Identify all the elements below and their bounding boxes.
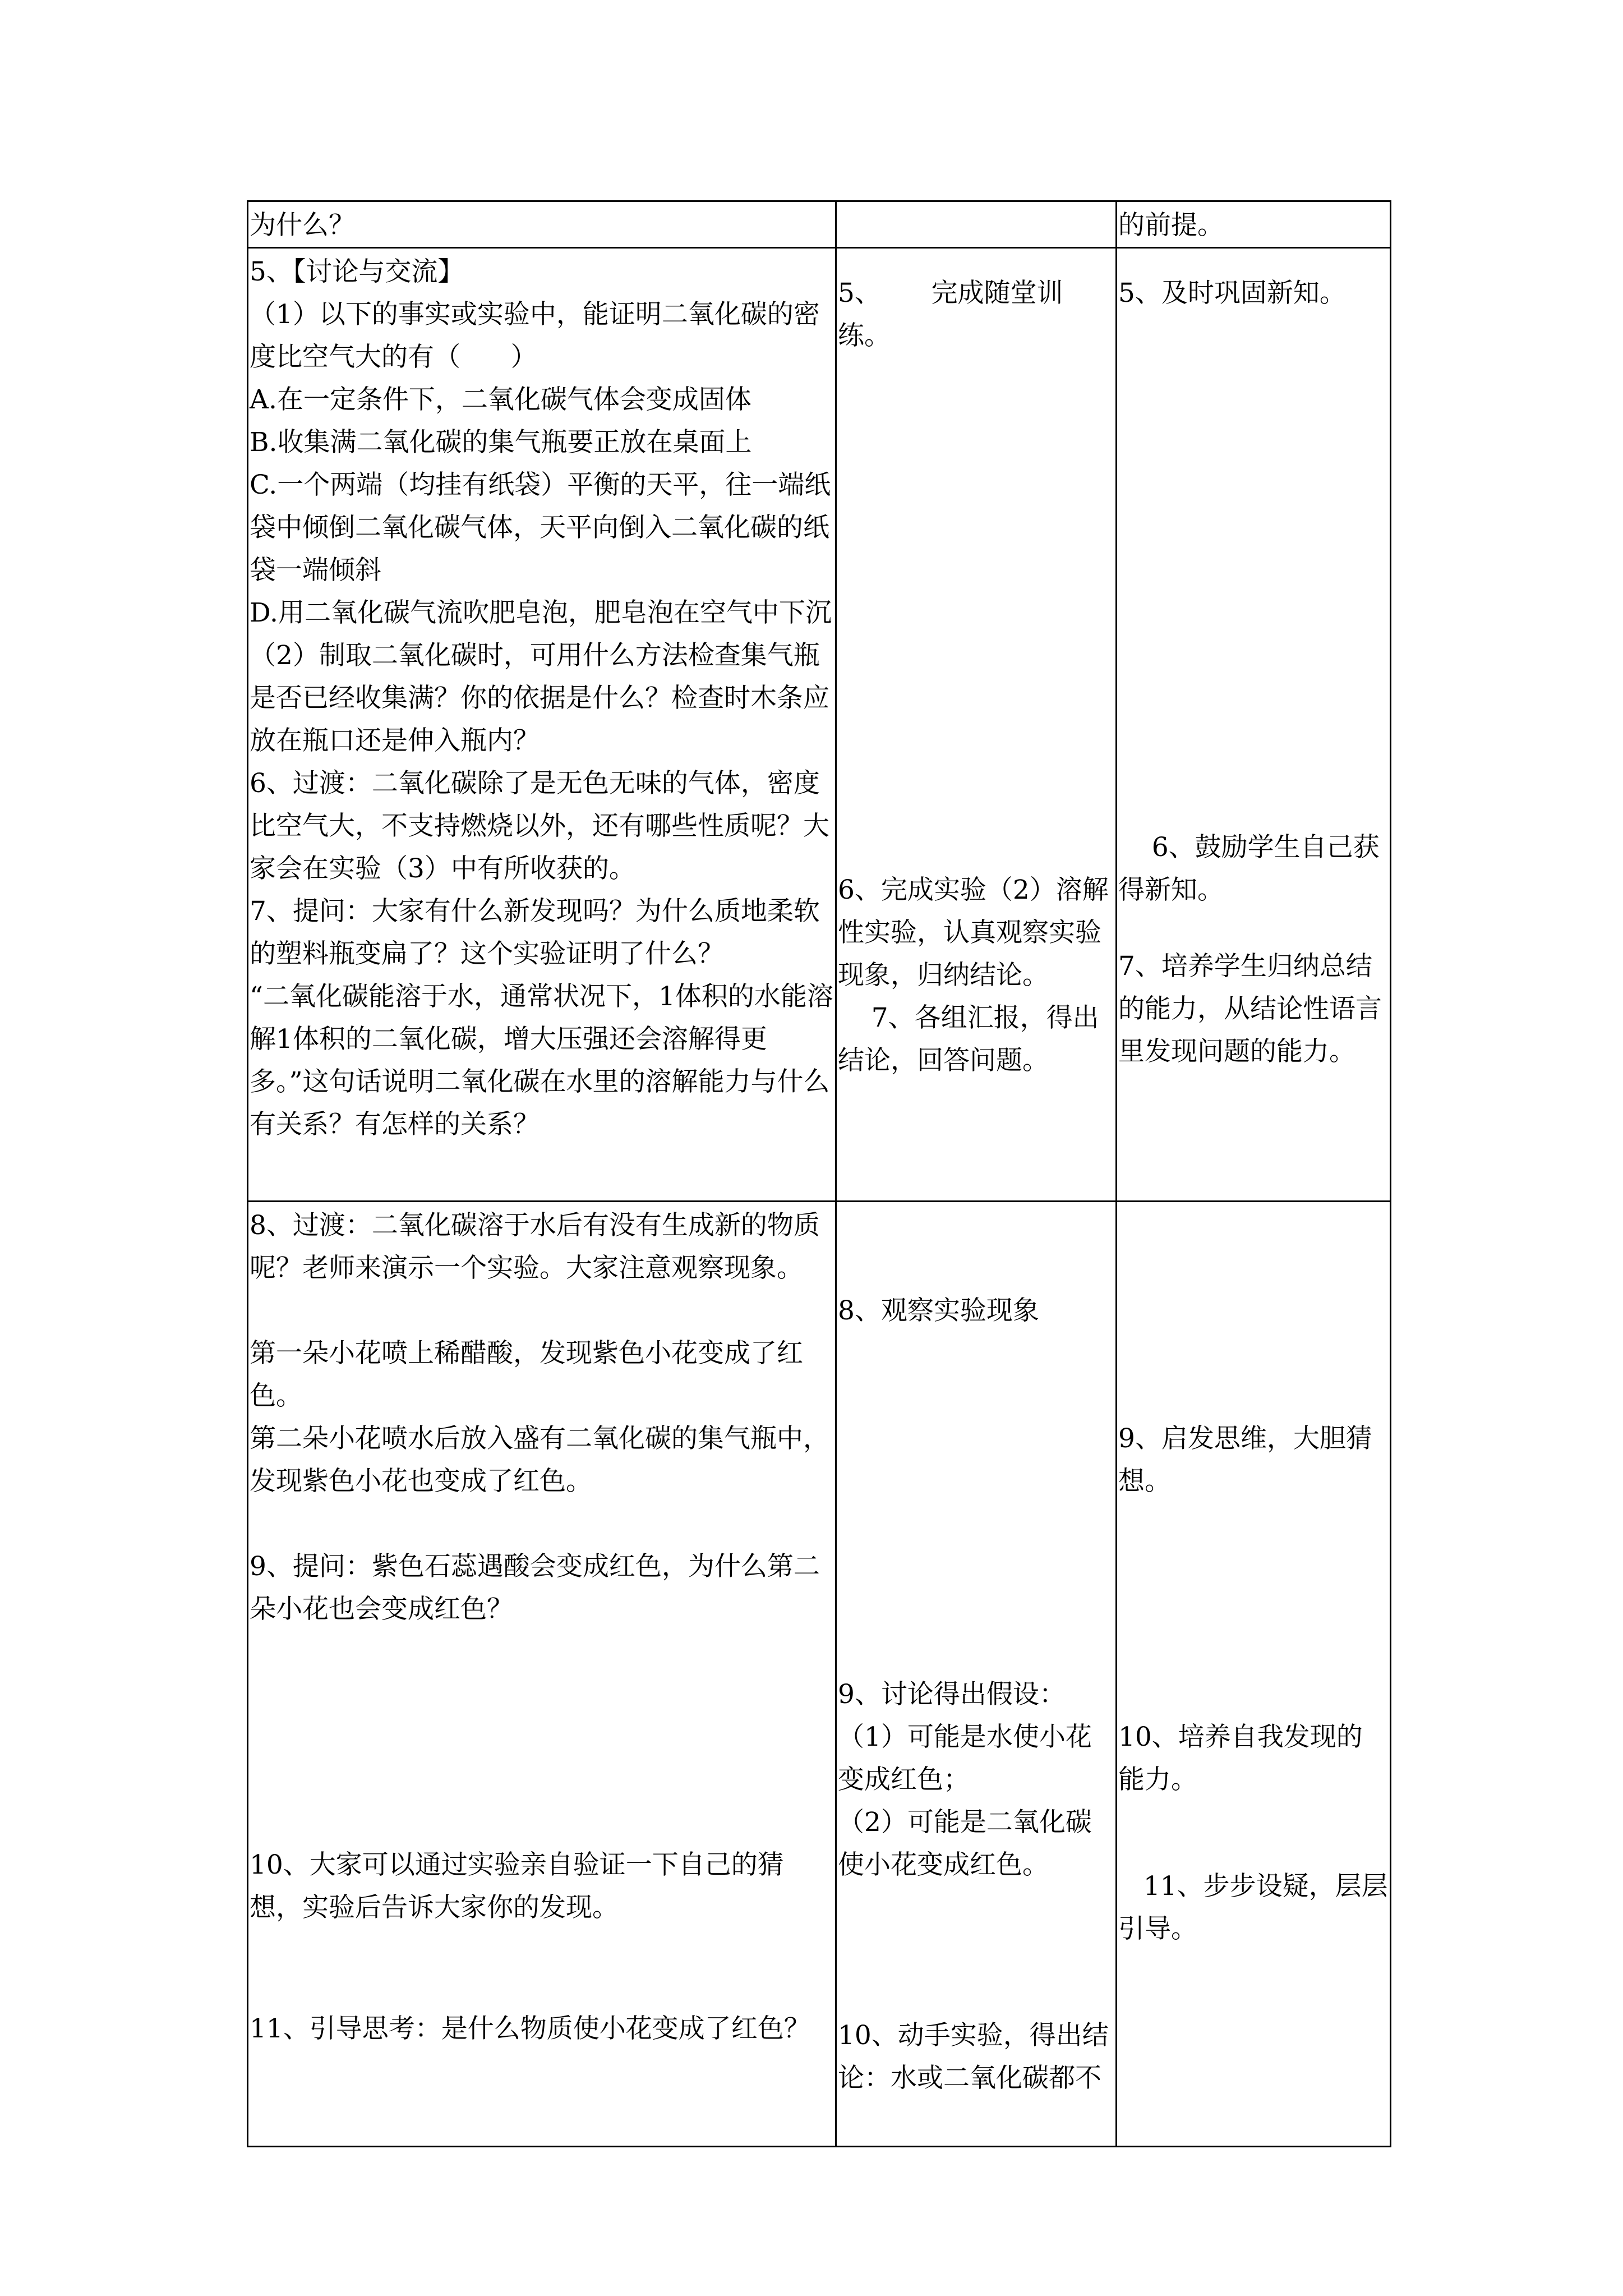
intent-item-10: 10、培养自我发现的能力。 (1118, 1722, 1363, 1795)
question-7: 7、提问：大家有什么新发现吗？为什么质地柔软的塑料瓶变扁了？这个实验证明了什么？ (250, 896, 820, 969)
design-intent-cell (1117, 201, 1391, 248)
student-activity-cell (836, 1202, 1117, 2147)
discussion-heading: 5、【讨论与交流】 (250, 256, 464, 287)
item-11: 11、引导思考：是什么物质使小花变成了红色？ (250, 2013, 810, 2044)
flower-2-text: 第二朵小花喷水后放入盛有二氧化碳的集气瓶中，发现紫色小花也变成了红色。 (250, 1423, 829, 1497)
table-row (248, 1202, 1391, 2147)
question-1: （1）以下的事实或实验中，能证明二氧化碳的密度比空气大的有（ ） (250, 299, 820, 372)
design-intent-cell (1117, 248, 1391, 1202)
student-item-5: 5、 完成随堂训练。 (838, 278, 1063, 351)
flower-1-text: 第一朵小花喷上稀醋酸，发现紫色小花变成了红色。 (250, 1338, 803, 1411)
cell-text: 为什么？ (250, 210, 355, 241)
table-row (248, 201, 1391, 248)
intent-item-5: 5、及时巩固新知。 (1118, 278, 1346, 309)
option-a: A.在一定条件下，二氧化碳气体会变成固体 (250, 384, 751, 415)
hypothesis-1: （1）可能是水使小花变成红色； (838, 1722, 1092, 1795)
option-d: D.用二氧化碳气流吹肥皂泡，肥皂泡在空气中下沉 (250, 597, 832, 628)
teacher-activity-cell (248, 201, 836, 248)
intent-item-7: 7、培养学生归纳总结的能力，从结论性语言里发现问题的能力。 (1118, 951, 1382, 1067)
student-activity-cell (836, 248, 1117, 1202)
quote-text: “二氧化碳能溶于水，通常状况下，1体积的水能溶解1体积的二氧化碳，增大压强还会溶解得更多。”这句话说明二氧化碳在水里的溶解能力与什么有关系？有怎样的关系？ (250, 981, 833, 1140)
student-item-7: 7、各组汇报，得出结论，回答问题。 (838, 1002, 1099, 1076)
transition-6: 6、过渡：二氧化碳除了是无色无味的气体，密度比空气大，不支持燃烧以外，还有哪些性质呢？大家会在实验（3）中有所收获的。 (250, 768, 829, 884)
student-item-8: 8、观察实验现象 (838, 1295, 1039, 1326)
student-item-10: 10、动手实验，得出结论：水或二氧化碳都不 (838, 2020, 1109, 2093)
question-2: （2）制取二氧化碳时，可用什么方法检查集气瓶是否已经收集满？你的依据是什么？检查时木条应放在瓶口还是伸入瓶内？ (250, 640, 829, 756)
student-item-9: 9、讨论得出假设： (838, 1679, 1066, 1710)
student-activity-cell (836, 201, 1117, 248)
table-row (248, 248, 1391, 1202)
intent-item-9: 9、启发思维，大胆猜想。 (1118, 1423, 1372, 1497)
item-10: 10、大家可以通过实验亲自验证一下自己的猜想，实验后告诉大家你的发现。 (250, 1849, 784, 1923)
option-c: C.一个两端（均挂有纸袋）平衡的天平，往一端纸袋中倾倒二氧化碳气体，天平向倒入二氧化碳的纸袋一端倾斜 (250, 470, 831, 586)
option-b: B.收集满二氧化碳的集气瓶要正放在桌面上 (250, 427, 752, 458)
hypothesis-2: （2）可能是二氧化碳使小花变成红色。 (838, 1807, 1092, 1880)
teacher-activity-cell (248, 248, 836, 1202)
cell-text: 的前提。 (1118, 210, 1224, 241)
design-intent-cell (1117, 1202, 1391, 2147)
transition-8: 8、过渡：二氧化碳溶于水后有没有生成新的物质呢？老师来演示一个实验。大家注意观察现象。 (250, 1210, 820, 1283)
intent-item-6: 6、鼓励学生自己获得新知。 (1118, 832, 1380, 905)
intent-item-11: 11、步步设疑，层层引导。 (1118, 1871, 1388, 1944)
lesson-plan-table (247, 200, 1391, 2147)
question-9: 9、提问：紫色石蕊遇酸会变成红色，为什么第二朵小花也会变成红色？ (250, 1551, 820, 1625)
teacher-activity-cell (248, 1202, 836, 2147)
student-item-6: 6、完成实验（2）溶解性实验，认真观察实验现象，归纳结论。 (838, 875, 1109, 991)
